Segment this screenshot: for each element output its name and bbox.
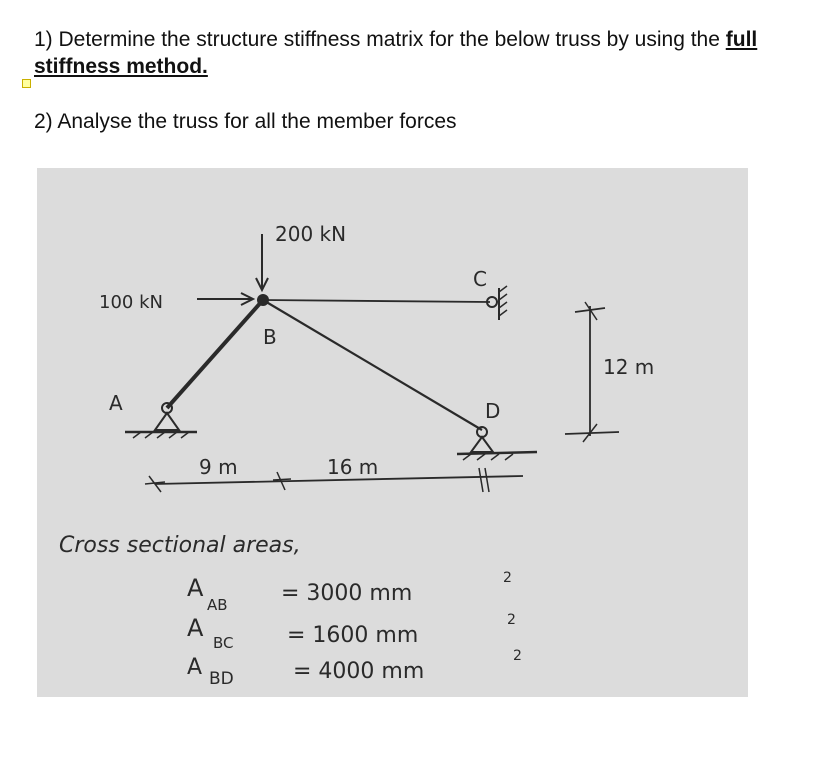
member-bd [263,300,482,430]
area-ab-superscript: 2 [503,570,512,586]
areas-title: Cross sectional areas, [59,533,301,558]
question-1-emphasis: full stiffness method. [34,28,758,78]
area-bd-row [187,648,522,689]
question-1 [34,26,814,80]
area-ab-symbol: A [187,574,204,602]
area-bc-symbol: A [187,614,204,642]
question-1-text: 1) Determine the structure stiffness matrix for the below truss by using the [34,28,726,51]
load-arrow-horizontal-icon [197,293,253,305]
area-bd-superscript: 2 [513,648,522,664]
area-bd-value: = 4000 mm [293,659,425,684]
area-ab-row [187,570,512,614]
load-horizontal-label: 100 kN [99,292,163,313]
support-a-pin-icon [125,403,197,438]
area-bc-subscript: BC [213,634,234,652]
area-bd-symbol: A [187,655,203,680]
area-ab-value: = 3000 mm [281,581,413,606]
load-vertical-label: 200 kN [275,222,347,246]
load-arrow-vertical-icon [256,234,268,290]
support-d-pin-icon [457,427,537,460]
dimension-right-label: 16 m [327,455,379,479]
node-b-joint [257,294,269,306]
annotation-marker-icon[interactable] [22,79,31,88]
member-ab [167,300,263,408]
node-b-label: B [263,325,277,349]
area-bd-subscript: BD [209,669,234,689]
dimension-vertical-label: 12 m [603,355,655,379]
area-ab-subscript: AB [207,596,228,614]
area-bc-value: = 1600 mm [287,623,419,648]
support-c-pin-icon [487,286,507,320]
truss-figure [37,168,748,697]
node-c-label: C [473,267,487,291]
area-bc-superscript: 2 [507,612,516,628]
dimension-left-label: 9 m [199,455,238,479]
question-2: 2) Analyse the truss for all the member forces [34,110,457,133]
truss-diagram [37,168,748,697]
node-d-label: D [485,399,501,423]
member-bc [263,300,490,302]
node-a-label: A [109,391,123,415]
area-bc-row [187,612,516,652]
